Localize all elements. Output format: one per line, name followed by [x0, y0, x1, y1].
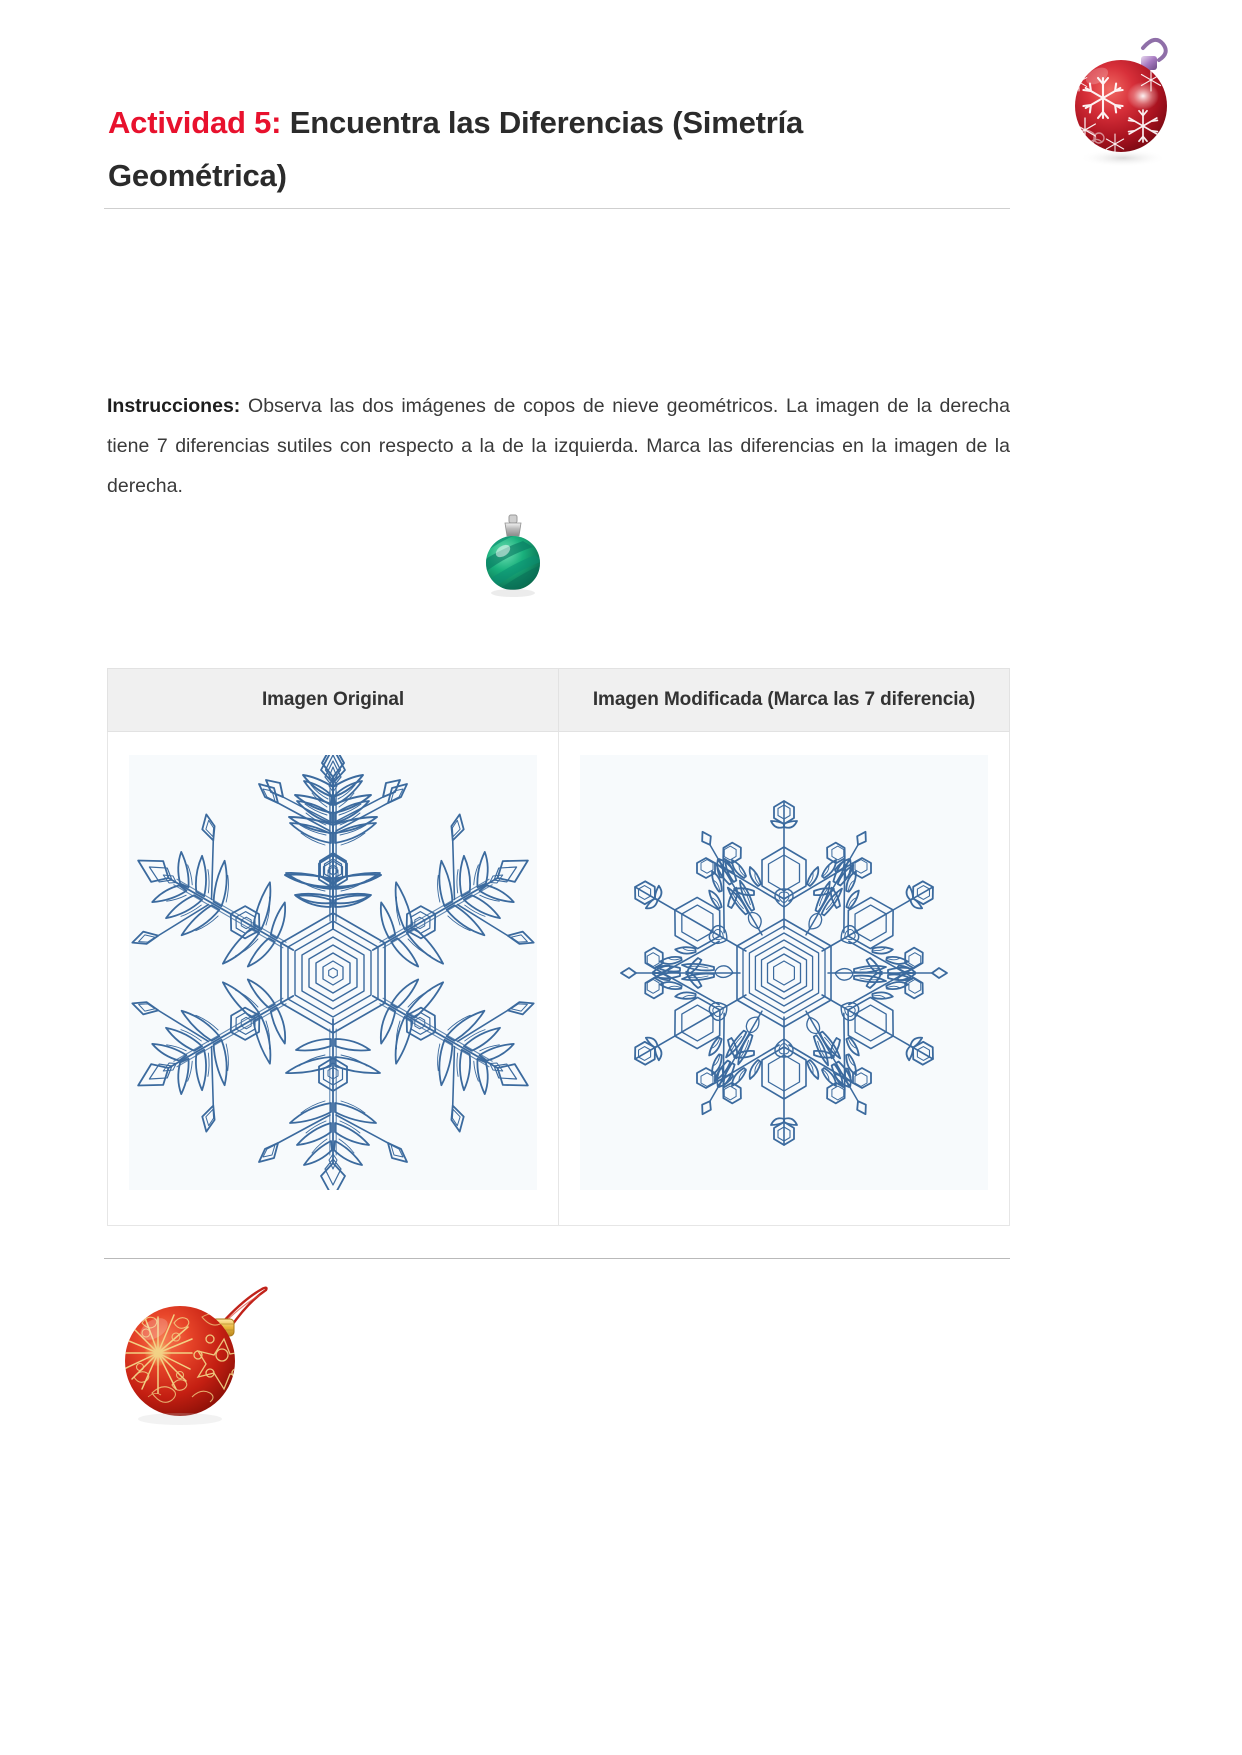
comparison-table [107, 668, 1010, 1226]
table-header-original: Imagen Original [108, 669, 559, 732]
red-snowflake-bauble-icon [1055, 18, 1185, 173]
red-gold-bauble-icon [118, 1283, 293, 1428]
title-divider [104, 208, 1010, 209]
table-header-modified: Imagen Modificada (Marca las 7 diferencia) [559, 669, 1010, 732]
green-striped-bauble-icon [477, 505, 549, 597]
page-title-rest: Encuentra las Diferencias (Simetría Geométrica) [108, 105, 804, 194]
instructions-label: Instrucciones: [107, 394, 241, 417]
instructions-paragraph [107, 386, 1010, 507]
cell-original-image [108, 732, 559, 1226]
page-title-prefix: Actividad 5: [108, 105, 282, 140]
page-title [108, 96, 898, 203]
cell-modified-image [559, 732, 1010, 1226]
footer-divider [104, 1258, 1010, 1259]
table-row [108, 732, 1010, 1226]
instructions-body: Observa las dos imágenes de copos de nieve geométricos. La imagen de la derecha tiene 7 diferencias sutiles con respecto a la de la izquierda. Marca las diferencias en la imagen de la derecha. [107, 394, 1010, 498]
table-header-row [108, 669, 1010, 732]
snowflake-modified-image [580, 755, 988, 1190]
snowflake-original-image [129, 755, 537, 1190]
